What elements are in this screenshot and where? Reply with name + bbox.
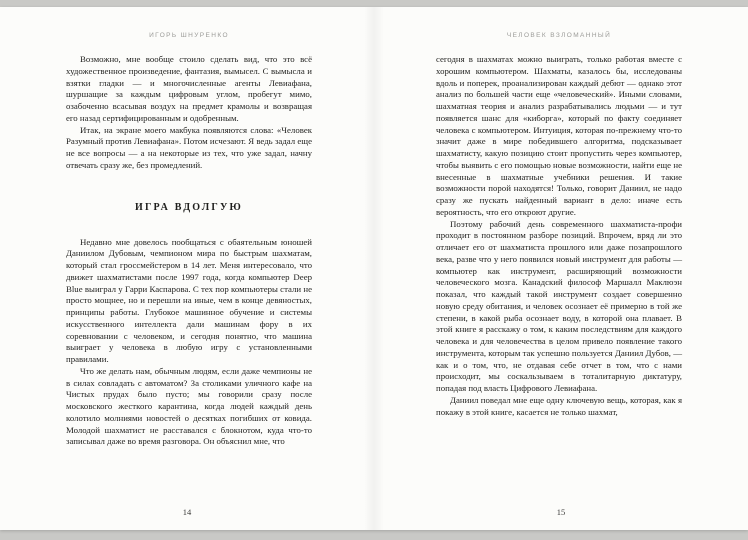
running-header-book-title: ЧЕЛОВЕК ВЗЛОМАННЫЙ <box>506 32 612 39</box>
paragraph: Недавно мне довелось пообщаться с обаятельным юношей Даниилом Дубовым, чемпионом мира по быстрым шахматам, который стал гроссмейстером в 14 лет. Меня интересовало, что движет шахматистами после 1997 года, когда компьютер Deep Blue выиграл у Гарри Каспарова. С тех пор компьютеры стали не просто мощнее, но и перешли на иные, чем в конце девяностых, принципы работы. Глубокое машинное обучение и системы искусственного интеллекта дали машинам фору в их соревновании с человеком, и сегодня понятно, что машина выиграет у человека в любую игру с установленными правилами. <box>66 236 312 364</box>
right-page-content <box>436 32 682 418</box>
paragraph: Итак, на экране моего макбука появляются слова: «Человек Разумный против Левиафана». Потом исчезают. Я ведь задал еще не все вопросы — а на некоторые из тех, что уже задал, начну отвечать сразу же, без промедлений. <box>66 124 312 170</box>
paragraph: Даниил поведал мне еще одну ключевую вещь, которая, как я покажу в этой книге, касается не только шахмат, <box>436 394 682 417</box>
page-number-right: 15 <box>556 507 566 517</box>
left-page <box>0 7 374 530</box>
left-page-content <box>66 32 312 448</box>
paragraph: сегодня в шахматах можно выиграть, только работая вместе с хорошим компьютером. Шахматы, казалось бы, исследованы вдоль и поперек, проанализирован каждый дебют — однако этот анализ по большей части еще «человеческий». Иными словами, шахматная теория и анализ разрабатывались людьми — и тут появляется шанс для «киборга», который по факту соединяет человека с компьютером. Интуиция, которая по-прежнему что-то значит даже в мире победившего алгоритма, подсказывает шахматисту, какую позицию стоит пропустить через компьютер, чтобы выявить с его помощью новые возможности, найти еще не внесенные в шахматные учебники решения. И такие возможности порой находятся! Только, говорит Даниил, не надо сразу же пускать найденный вариант в дело: иначе есть вероятность, что его откроют другие. <box>436 54 682 217</box>
right-page-body-text <box>436 54 682 418</box>
left-page-body-text <box>66 54 312 448</box>
page-number-left: 14 <box>182 507 192 517</box>
paragraph: Поэтому рабочий день современного шахматиста-профи проходит в постоянном разборе позиций. Впрочем, вряд ли это отличает его от шахматиста прошлого или даже позапрошлого века, разве что у него появился новый инструмент для работы — компьютер как инструмент, расширяющий возможности человеческого мозга. Канадский философ Маршалл Маклюэн показал, что каждый такой инструмент создает совершенно новую среду обитания, и человек осознает её примерно в той же степени, в какой рыба осознает воду, в которой она плавает. В этой книге я расскажу о том, к каким последствиям для каждого человека и для человечества в целом привело появление такого инструмента, которым так успешно пользуется Даниил Дубов, — как и о том, что, не отдавая себе отчет в том, что с нами происходит, мы соскальзываем в тоталитарную диктатуру, попадая под власть Цифрового Левиафана. <box>436 218 682 393</box>
paragraph: Возможно, мне вообще стоило сделать вид, что это всё художественное произведение, фантазия, вымысел. С вымысла и взятки гладки — и многочисленные агенты Левиафана, шуршащие за каждым цифровым углом, пробегут мимо, озабоченно всасывая воздух на предмет крамолы и возвращая его назад сертифицированным и одобренным. <box>66 54 312 123</box>
book-spread <box>0 7 748 530</box>
running-header-author: ИГОРЬ ШНУРЕНКО <box>149 32 229 39</box>
paragraph: Что же делать нам, обычным людям, если даже чемпионы не в силах совладать с автоматом? За столиками уличного кафе на Чистых прудах было пусто; мы говорили сразу после московского жесткого карантина, когда людей каждый день колотило молниями новостей о десятках погибших от ковида. Молодой шахматист не расставался с блокнотом, куда что-то записывал даже во время разговора. Он объяснил мне, что <box>66 365 312 447</box>
right-page <box>374 7 748 530</box>
section-heading: ИГРА ВДОЛГУЮ <box>135 201 243 213</box>
